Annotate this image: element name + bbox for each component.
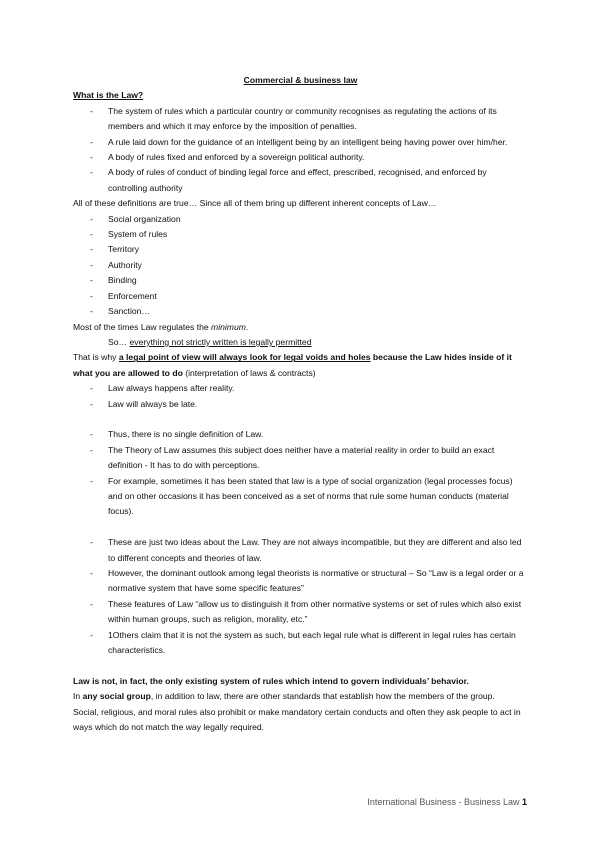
minimum-line bbox=[73, 320, 528, 335]
bold-text: because the Law hides inside of it what you are allowed to do bbox=[73, 352, 512, 378]
list-item: - Binding bbox=[73, 273, 528, 288]
text-span: So… bbox=[108, 336, 130, 347]
list-item: - A rule laid down for the guidance of an intelligent being by an intelligent being having power over him/her. bbox=[73, 135, 528, 150]
footer-text: International Business - Business Law bbox=[367, 797, 522, 807]
definitions-summary: All of these definitions are true… Since all of them bring up different inherent concepts of Law… bbox=[73, 198, 437, 209]
spacer bbox=[73, 658, 528, 673]
bold-text: any social group bbox=[82, 691, 151, 702]
underlined-text: everything not strictly written is legally permitted bbox=[129, 336, 312, 347]
document-body bbox=[73, 73, 528, 735]
list-item: - For example, sometimes it has been stated that law is a type of social organization (legal processes focus) and on other occasions it has been conceived as a set of norms that rule some human conducts (material focus). bbox=[73, 474, 528, 520]
ideas-list bbox=[73, 535, 528, 658]
list-item: - Thus, there is no single definition of Law. bbox=[73, 427, 528, 442]
list-item: - Enforcement bbox=[73, 289, 528, 304]
page-footer bbox=[367, 797, 527, 807]
text-span: , in addition to law, there are other standards that establish how the members of the group. bbox=[150, 691, 495, 702]
list-item: - Law always happens after reality. bbox=[73, 381, 528, 396]
list-item: - The system of rules which a particular country or community recognises as regulating the actions of its members and which it may enforce by the imposition of penalties. bbox=[73, 104, 528, 135]
page-number: 1 bbox=[521, 797, 527, 807]
list-item: - However, the dominant outlook among legal theorists is normative or structural – So “Law is a legal order or a normative system that have some specific features” bbox=[73, 566, 528, 597]
underlined-bold-text: a legal point of view will always look for legal voids and holes bbox=[118, 352, 371, 363]
social-group-line bbox=[73, 689, 528, 704]
so-line bbox=[73, 335, 528, 350]
list-item: - Sanction… bbox=[73, 304, 528, 319]
list-item: - Law will always be late. bbox=[73, 397, 528, 412]
emphasis-minimum: minimum bbox=[211, 321, 246, 332]
text-span: In bbox=[73, 691, 83, 702]
reality-list bbox=[73, 381, 528, 412]
list-item: - 1Others claim that it is not the system as such, but each legal rule what is different in legal rules has certain characteristics. bbox=[73, 628, 528, 659]
document-title: Commercial & business law bbox=[243, 75, 358, 85]
text-span: . bbox=[245, 321, 249, 332]
final-paragraph: Social, religious, and moral rules also prohibit or make mandatory certain conducts and often they ask people to act in ways which do not match the way legally required. bbox=[73, 706, 521, 733]
section-heading: What is the Law? bbox=[73, 90, 144, 101]
list-item: - Territory bbox=[73, 242, 528, 257]
concepts-list bbox=[73, 212, 528, 320]
text-span: That is why bbox=[73, 352, 119, 363]
spacer bbox=[73, 412, 528, 427]
list-item: - Social organization bbox=[73, 212, 528, 227]
text-span: (interpretation of laws & contracts) bbox=[182, 367, 316, 378]
list-item: - System of rules bbox=[73, 227, 528, 242]
list-item: - These are just two ideas about the Law. They are not always incompatible, but they are different and also led to different concepts and theories of law. bbox=[73, 535, 528, 566]
that-is-why-line bbox=[73, 350, 528, 381]
list-item: - Authority bbox=[73, 258, 528, 273]
spacer bbox=[73, 520, 528, 535]
definitions-list bbox=[73, 104, 528, 196]
bold-statement: Law is not, in fact, the only existing system of rules which intend to govern individuals’ behavior. bbox=[73, 675, 469, 686]
theory-list bbox=[73, 427, 528, 519]
list-item: - A body of rules of conduct of binding legal force and effect, prescribed, recognised, and enforced by controlling authority bbox=[73, 165, 528, 196]
text-span: Most of the times Law regulates the bbox=[73, 321, 212, 332]
list-item: - These features of Law “allow us to distinguish it from other normative systems or set of rules which also exist within human groups, such as religion, morality, etc.” bbox=[73, 597, 528, 628]
list-item: - The Theory of Law assumes this subject does neither have a material reality in order to build an exact definition - It has to do with perceptions. bbox=[73, 443, 528, 474]
list-item: - A body of rules fixed and enforced by a sovereign political authority. bbox=[73, 150, 528, 165]
